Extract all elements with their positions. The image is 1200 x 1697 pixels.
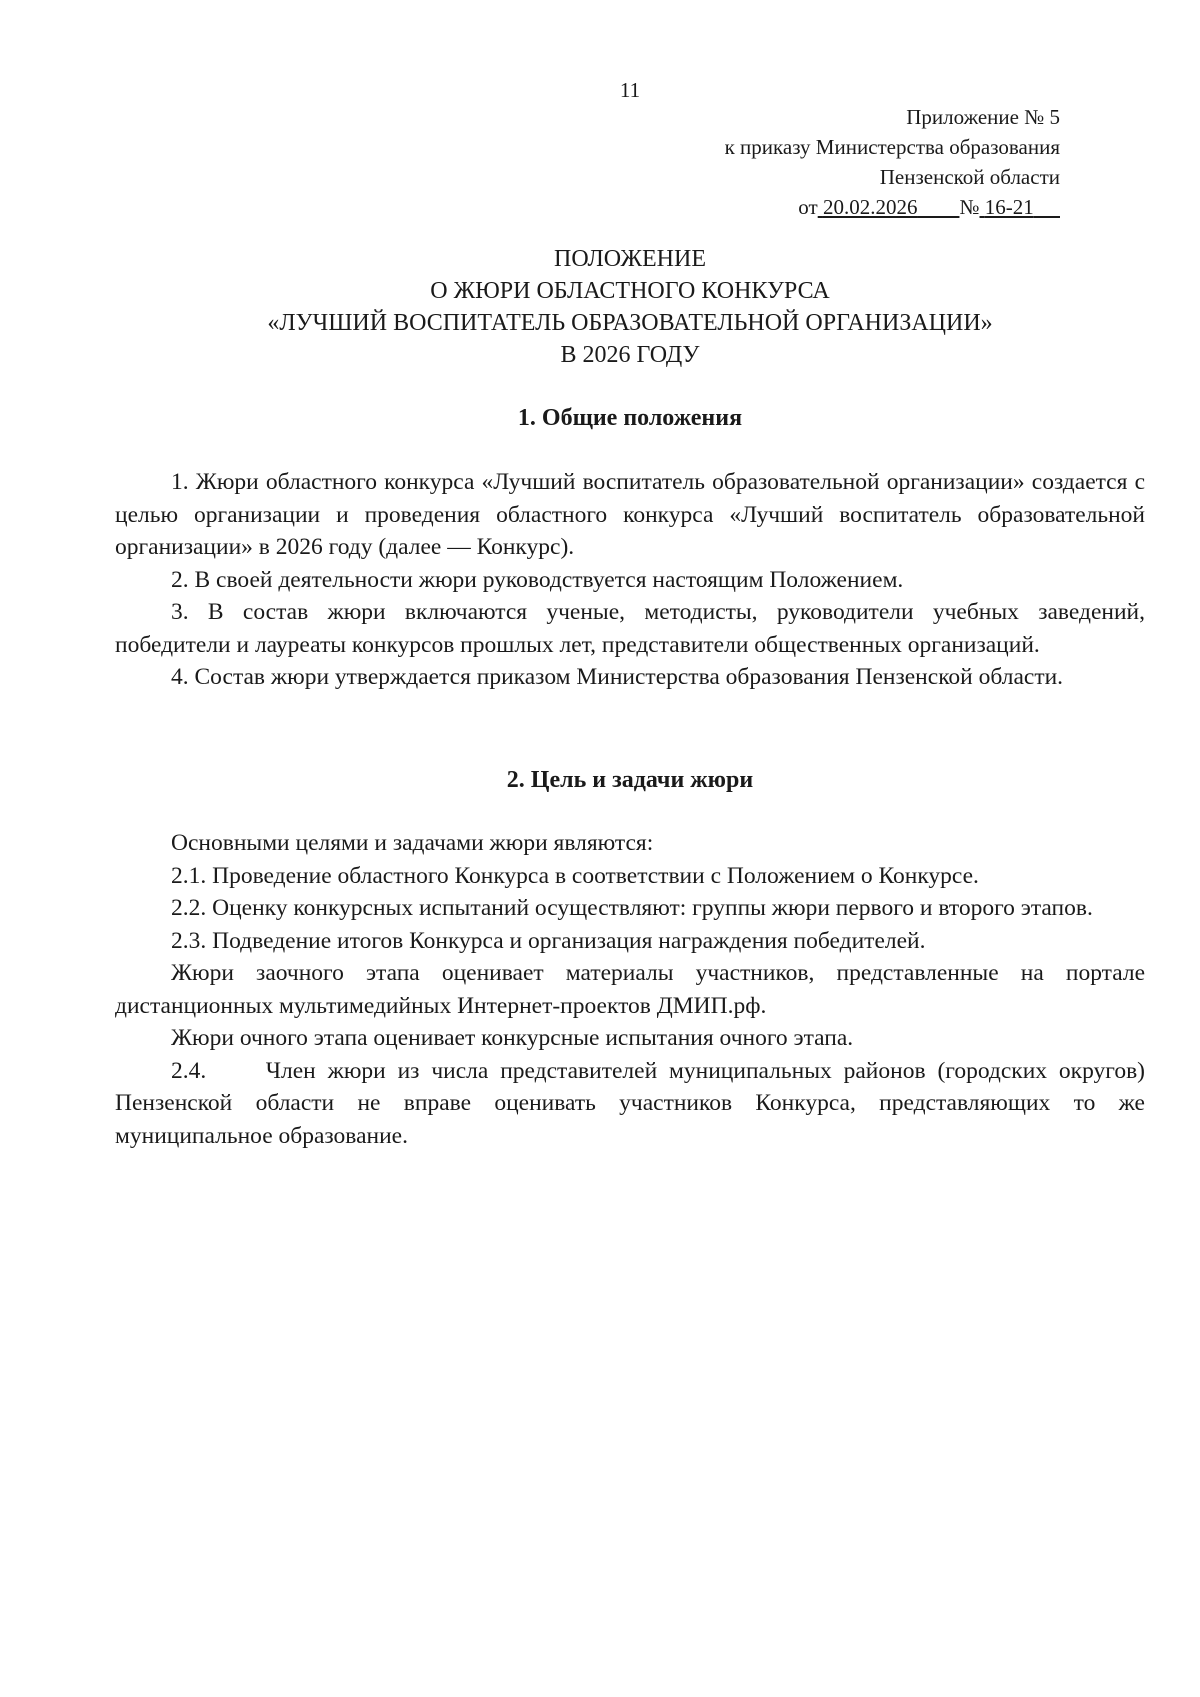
paragraph: 4. Состав жюри утверждается приказом Министерства образования Пензенской области. (171, 664, 1064, 690)
title-line: О ЖЮРИ ОБЛАСТНОГО КОНКУРСА (430, 278, 830, 304)
paragraph: 2.2. Оценку конкурсных испытаний осуществляют: группы жюри первого и второго этапов. (171, 895, 1093, 921)
order-number-value: 16-21 (984, 195, 1034, 219)
order-date-value: 20.02.2026 (822, 195, 918, 219)
date-prefix: от (798, 195, 818, 219)
document-title (0, 243, 1200, 371)
page-number: 11 (619, 78, 641, 102)
paragraph: 2.3. Подведение итогов Конкурса и организация награждения победителей. (171, 927, 926, 954)
paragraph: 1. Жюри областного конкурса «Лучший воспитатель образовательной организации» создается с целью организации и проведения областного конкурса «Лучший воспитатель образовательной организации» в 2026 году (далее — Конкурс). (115, 469, 1145, 560)
paragraph: 2. В своей деятельности жюри руководствуется настоящим Положением. (171, 566, 904, 593)
appendix-line: к приказу Министерства образования (724, 135, 1060, 159)
paragraph: 3. В состав жюри включаются ученые, методисты, руководители учебных заведений, победители и лауреаты конкурсов прошлых лет, представители общественных организаций. (115, 599, 1145, 658)
title-line: В 2026 ГОДУ (560, 342, 700, 368)
order-number (980, 195, 1061, 219)
paragraph: Жюри заочного этапа оценивает материалы участников, представленные на портале дистанционных мультимедийных Интернет-проектов ДМИП.рф. (115, 960, 1145, 1019)
appendix-header (725, 102, 1060, 222)
appendix-line: Приложение № 5 (906, 105, 1060, 129)
section-heading-general: 1. Общие положения (517, 405, 743, 431)
order-date (818, 195, 960, 219)
paragraph: 2.1. Проведение областного Конкурса в соответствии с Положением о Конкурсе. (171, 862, 979, 889)
paragraph: Жюри очного этапа оценивает конкурсные испытания очного этапа. (171, 1025, 854, 1051)
paragraph: 2.4. Член жюри из числа представителей муниципальных районов (городских округов) Пензенской области не вправе оценивать участников Конкурса, представляющих то же муниципальное образование. (115, 1057, 1151, 1149)
section-general-body (115, 466, 1145, 694)
order-date-number (725, 192, 1060, 222)
section-goals-body (115, 827, 1151, 1152)
appendix-line: Пензенской области (879, 165, 1060, 189)
paragraph: Основными целями и задачами жюри являются: (171, 830, 654, 856)
title-line: ПОЛОЖЕНИЕ (554, 246, 706, 272)
title-line: «ЛУЧШИЙ ВОСПИТАТЕЛЬ ОБРАЗОВАТЕЛЬНОЙ ОРГАНИЗАЦИИ» (267, 310, 993, 336)
number-prefix: № (959, 195, 980, 219)
section-heading-goals: 2. Цель и задачи жюри (506, 767, 754, 793)
